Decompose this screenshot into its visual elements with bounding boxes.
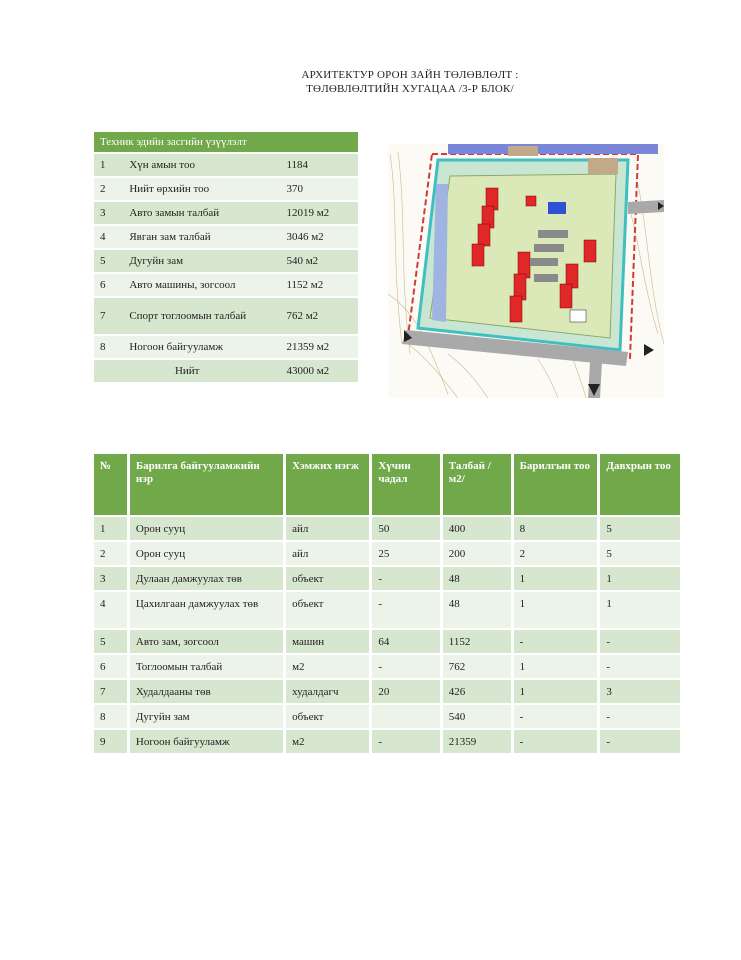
table-row — [94, 202, 358, 224]
playground — [570, 310, 586, 322]
table-row — [94, 250, 358, 272]
title-line-1: АРХИТЕКТУР ОРОН ЗАЙН ТӨЛӨВЛӨЛТ : — [301, 69, 519, 81]
row-number: 3 — [94, 202, 123, 224]
cell-count: - — [514, 730, 601, 753]
cell-count: 1 — [514, 680, 601, 703]
row-label: Дугуйн зам — [123, 250, 280, 272]
cell-area: 48 — [443, 592, 514, 628]
cell-floors: 1 — [600, 567, 680, 590]
cell-name: Орон сууц — [130, 517, 286, 540]
table-row — [94, 705, 680, 728]
cell-capacity: - — [372, 592, 442, 628]
row-value: 12019 м2 — [280, 202, 358, 224]
cell-area: 400 — [443, 517, 514, 540]
document-title — [230, 68, 590, 96]
cell-name: Ногоон байгууламж — [130, 730, 286, 753]
cell-area: 21359 — [443, 730, 514, 753]
cell-no: 1 — [94, 517, 130, 540]
row-number: 7 — [94, 298, 123, 334]
row-label: Авто машины, зогсоол — [123, 274, 280, 296]
row-label: Нийт өрхийн тоо — [123, 178, 280, 200]
table-row — [94, 680, 680, 703]
cell-no: 8 — [94, 705, 130, 728]
table-row — [94, 517, 680, 540]
cell-capacity — [372, 705, 442, 728]
technical-table-header: Техник эдийн засгийн үзүүлэлт — [94, 132, 358, 152]
cell-count: 2 — [514, 542, 601, 565]
cell-count: - — [514, 630, 601, 653]
cell-no: 4 — [94, 592, 130, 628]
col-header-unit: Хэмжих нэгж — [286, 454, 372, 515]
blue-building — [548, 202, 566, 214]
cell-name: Орон сууц — [130, 542, 286, 565]
cell-count: 1 — [514, 567, 601, 590]
table-row — [94, 298, 358, 334]
table-header-row — [94, 132, 358, 152]
site-plan-image — [388, 144, 664, 398]
cell-no: 6 — [94, 655, 130, 678]
cell-unit: объект — [286, 592, 372, 628]
cell-capacity: - — [372, 730, 442, 753]
cell-name: Худалдааны төв — [130, 680, 286, 703]
row-value: 1184 — [280, 154, 358, 176]
cell-capacity: 20 — [372, 680, 442, 703]
cell-count: - — [514, 705, 601, 728]
row-label: Явган зам талбай — [123, 226, 280, 248]
cell-capacity: 25 — [372, 542, 442, 565]
total-value: 43000 м2 — [280, 360, 358, 382]
row-value: 1152 м2 — [280, 274, 358, 296]
title-line-2: ТӨЛӨВЛӨЛТИЙН ХУГАЦАА /3-Р БЛОК/ — [306, 83, 514, 95]
cell-capacity: 50 — [372, 517, 442, 540]
cell-no: 9 — [94, 730, 130, 753]
cell-name: Дугуйн зам — [130, 705, 286, 728]
row-label: Спорт тоглоомын талбай — [123, 298, 280, 334]
col-header-capacity: Хүчин чадал — [372, 454, 442, 515]
table-row — [94, 730, 680, 753]
cell-name: Цахилгаан дамжуулах төв — [130, 592, 286, 628]
col-header-count: Барилгын тоо — [514, 454, 601, 515]
row-label: Хүн амын тоо — [123, 154, 280, 176]
row-value: 540 м2 — [280, 250, 358, 272]
table-row — [94, 592, 680, 628]
cell-unit: объект — [286, 705, 372, 728]
cell-floors: 5 — [600, 517, 680, 540]
cell-capacity: - — [372, 567, 442, 590]
total-label: Нийт — [94, 360, 280, 382]
col-header-area: Талбай /м2/ — [443, 454, 514, 515]
cell-capacity: 64 — [372, 630, 442, 653]
row-label: Авто замын талбай — [123, 202, 280, 224]
row-label: Ногоон байгууламж — [123, 336, 280, 358]
cell-area: 48 — [443, 567, 514, 590]
col-header-floors: Давхрын тоо — [600, 454, 680, 515]
row-number: 4 — [94, 226, 123, 248]
cell-capacity: - — [372, 655, 442, 678]
cell-floors: - — [600, 730, 680, 753]
north-road — [448, 144, 658, 154]
cell-count: 1 — [514, 592, 601, 628]
cell-unit: худалдагч — [286, 680, 372, 703]
table-row — [94, 226, 358, 248]
cell-floors: 3 — [600, 680, 680, 703]
cell-no: 3 — [94, 567, 130, 590]
buildings-table — [94, 452, 680, 755]
table-row — [94, 567, 680, 590]
cell-floors: - — [600, 655, 680, 678]
col-header-name: Барилга байгууламжийн нэр — [130, 454, 286, 515]
total-row — [94, 360, 358, 382]
table-row — [94, 630, 680, 653]
cell-unit: айл — [286, 517, 372, 540]
cell-no: 2 — [94, 542, 130, 565]
row-value: 762 м2 — [280, 298, 358, 334]
col-header-no: № — [94, 454, 130, 515]
cell-unit: м2 — [286, 730, 372, 753]
cell-unit: машин — [286, 630, 372, 653]
table-row — [94, 655, 680, 678]
cell-floors: 5 — [600, 542, 680, 565]
table-row — [94, 274, 358, 296]
table-row — [94, 178, 358, 200]
cell-name: Дулаан дамжуулах төв — [130, 567, 286, 590]
table-row — [94, 336, 358, 358]
table-row — [94, 542, 680, 565]
technical-indicators-table — [94, 130, 358, 384]
cell-unit: объект — [286, 567, 372, 590]
cell-area: 1152 — [443, 630, 514, 653]
row-number: 1 — [94, 154, 123, 176]
row-number: 8 — [94, 336, 123, 358]
table-row — [94, 154, 358, 176]
cell-unit: айл — [286, 542, 372, 565]
cell-name: Авто зам, зогсоол — [130, 630, 286, 653]
cell-no: 7 — [94, 680, 130, 703]
row-value: 3046 м2 — [280, 226, 358, 248]
cell-name: Тоглоомын талбай — [130, 655, 286, 678]
cell-area: 426 — [443, 680, 514, 703]
row-value: 21359 м2 — [280, 336, 358, 358]
cell-no: 5 — [94, 630, 130, 653]
cell-floors: - — [600, 630, 680, 653]
cell-area: 200 — [443, 542, 514, 565]
cell-area: 540 — [443, 705, 514, 728]
row-number: 5 — [94, 250, 123, 272]
cell-count: 8 — [514, 517, 601, 540]
row-number: 2 — [94, 178, 123, 200]
cell-floors: 1 — [600, 592, 680, 628]
cell-count: 1 — [514, 655, 601, 678]
cell-area: 762 — [443, 655, 514, 678]
table-header-row — [94, 454, 680, 515]
row-value: 370 — [280, 178, 358, 200]
cell-floors: - — [600, 705, 680, 728]
cell-unit: м2 — [286, 655, 372, 678]
row-number: 6 — [94, 274, 123, 296]
